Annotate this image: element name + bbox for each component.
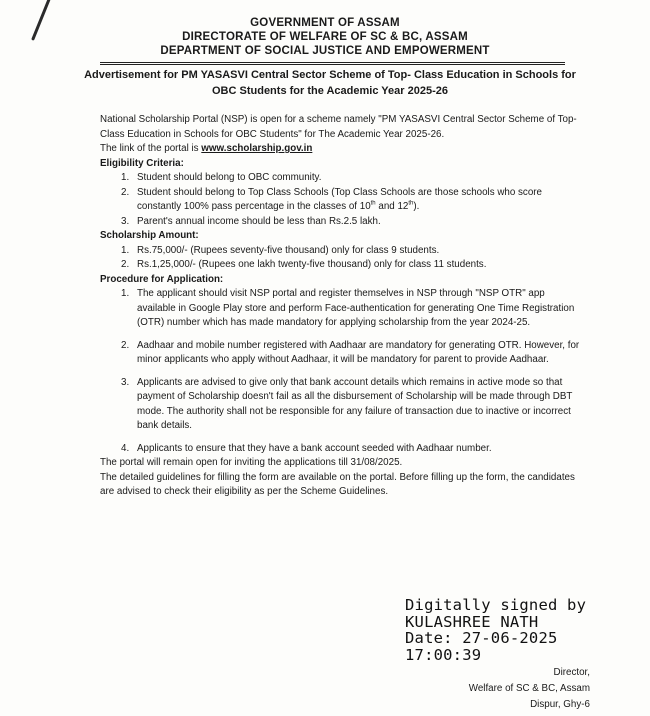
list-item-text: Applicants to ensure that they have a bank account seeded with Aadhaar number.	[137, 442, 492, 454]
list-item	[100, 339, 580, 368]
directorate-title: DIRECTORATE OF WELFARE OF SC & BC, ASSAM	[182, 31, 468, 43]
list-number: 2.	[121, 186, 130, 198]
superscript: th	[408, 200, 414, 207]
digital-signature	[405, 597, 645, 663]
signature-date: Date: 27-06-2025	[405, 629, 558, 647]
list-item	[100, 287, 580, 331]
director-address: Dispur, Ghy-6	[530, 699, 590, 710]
list-item	[100, 244, 580, 259]
superscript: th	[370, 200, 376, 207]
list-item-text: ).	[413, 201, 420, 212]
list-item-text: Applicants are advised to give only that bank account details which remains in active mode so that payment of Scholarship doesn't fail as all the disbursement of Scholarship will be made through DBT mode. The authority shall not be responsible for any failure of transaction due to inactive or incorrect bank details.	[137, 376, 573, 431]
procedure-heading: Procedure for Application:	[100, 273, 224, 285]
list-item	[100, 376, 580, 434]
list-number: 1.	[121, 244, 130, 256]
portal-link[interactable]: www.scholarship.gov.in	[201, 143, 313, 154]
procedure-list	[100, 287, 580, 456]
guidelines-notice: The detailed guidelines for filling the form are available on the portal. Before filling up the form, the candidates are advised to check their eligibility as per the Scheme Guidelines.	[100, 471, 575, 497]
director-title: Director,	[553, 667, 590, 678]
list-item	[100, 442, 580, 457]
portal-open-notice: The portal will remain open for inviting the applications till 31/08/2025.	[100, 457, 403, 468]
list-item-text: Rs.1,25,000/- (Rupees one lakh twenty-five thousand) only for class 11 students.	[137, 259, 487, 270]
list-item-text: Rs.75,000/- (Rupees seventy-five thousand) only for class 9 students.	[137, 244, 440, 256]
intro-paragraph: National Scholarship Portal (NSP) is open for a scheme namely "PM YASASVI Central Sector Scheme of Top- Class Education in Schools for OBC Students" for The Academic Year 2025-26.	[100, 114, 577, 140]
document-body	[100, 113, 580, 500]
list-number: 1.	[121, 172, 130, 183]
list-number: 1.	[121, 288, 130, 299]
advertisement-title	[80, 67, 580, 99]
department-title: DEPARTMENT OF SOCIAL JUSTICE AND EMPOWERMENT	[160, 45, 490, 57]
list-item	[100, 215, 580, 230]
list-item-text: Aadhaar and mobile number registered with Aadhaar are mandatory for generating OTR. However, for minor applicants who apply without Aadhaar, it will be mandatory for parent to provide Aadhaar.	[137, 339, 580, 365]
list-item	[100, 258, 580, 273]
signature-time: 17:00:39	[405, 645, 482, 664]
list-number: 2.	[121, 259, 130, 270]
list-item-text: and 12	[375, 201, 409, 212]
list-number: 4.	[121, 442, 130, 454]
director-block	[400, 665, 590, 713]
advertisement-title-line1: Advertisement for PM YASASVI Central Sector Scheme of Top- Class Education in Schools for	[84, 69, 576, 81]
list-number: 3.	[121, 376, 130, 388]
list-item-text: Student should belong to Top Class Schools (Top Class Schools are those schools who score constantly 100% pass percentage in the classes of 10	[137, 186, 542, 212]
advertisement-title-line2: OBC Students for the Academic Year 2025-26	[212, 85, 448, 97]
portal-link-line	[100, 142, 580, 157]
list-item	[100, 171, 580, 186]
header-divider	[100, 62, 565, 63]
eligibility-heading: Eligibility Criteria:	[100, 157, 184, 169]
government-title: GOVERNMENT OF ASSAM	[250, 17, 400, 29]
portal-link-prefix: The link of the portal is	[100, 143, 202, 154]
director-office: Welfare of SC & BC, Assam	[468, 683, 590, 694]
list-number: 3.	[121, 215, 130, 227]
signer-name: KULASHREE NATH	[405, 612, 539, 631]
header-divider-second	[100, 64, 565, 65]
list-number: 2.	[121, 339, 130, 351]
list-item-text: Parent's annual income should be less than Rs.2.5 lakh.	[137, 215, 381, 227]
scholarship-heading: Scholarship Amount:	[100, 230, 199, 241]
eligibility-list	[100, 171, 580, 229]
signature-line: Digitally signed by	[405, 596, 587, 614]
scholarship-list	[100, 244, 580, 273]
letterhead	[0, 16, 650, 58]
list-item-text: Student should belong to OBC community.	[137, 172, 322, 183]
list-item-text: The applicant should visit NSP portal and register themselves in NSP through "NSP OTR" app available in Google Play store and perform Face-authentication for generating One Time Registration (OTR) number which has made mandatory for applying scholarship from the year 2024-25.	[137, 288, 575, 328]
list-item	[100, 186, 580, 215]
